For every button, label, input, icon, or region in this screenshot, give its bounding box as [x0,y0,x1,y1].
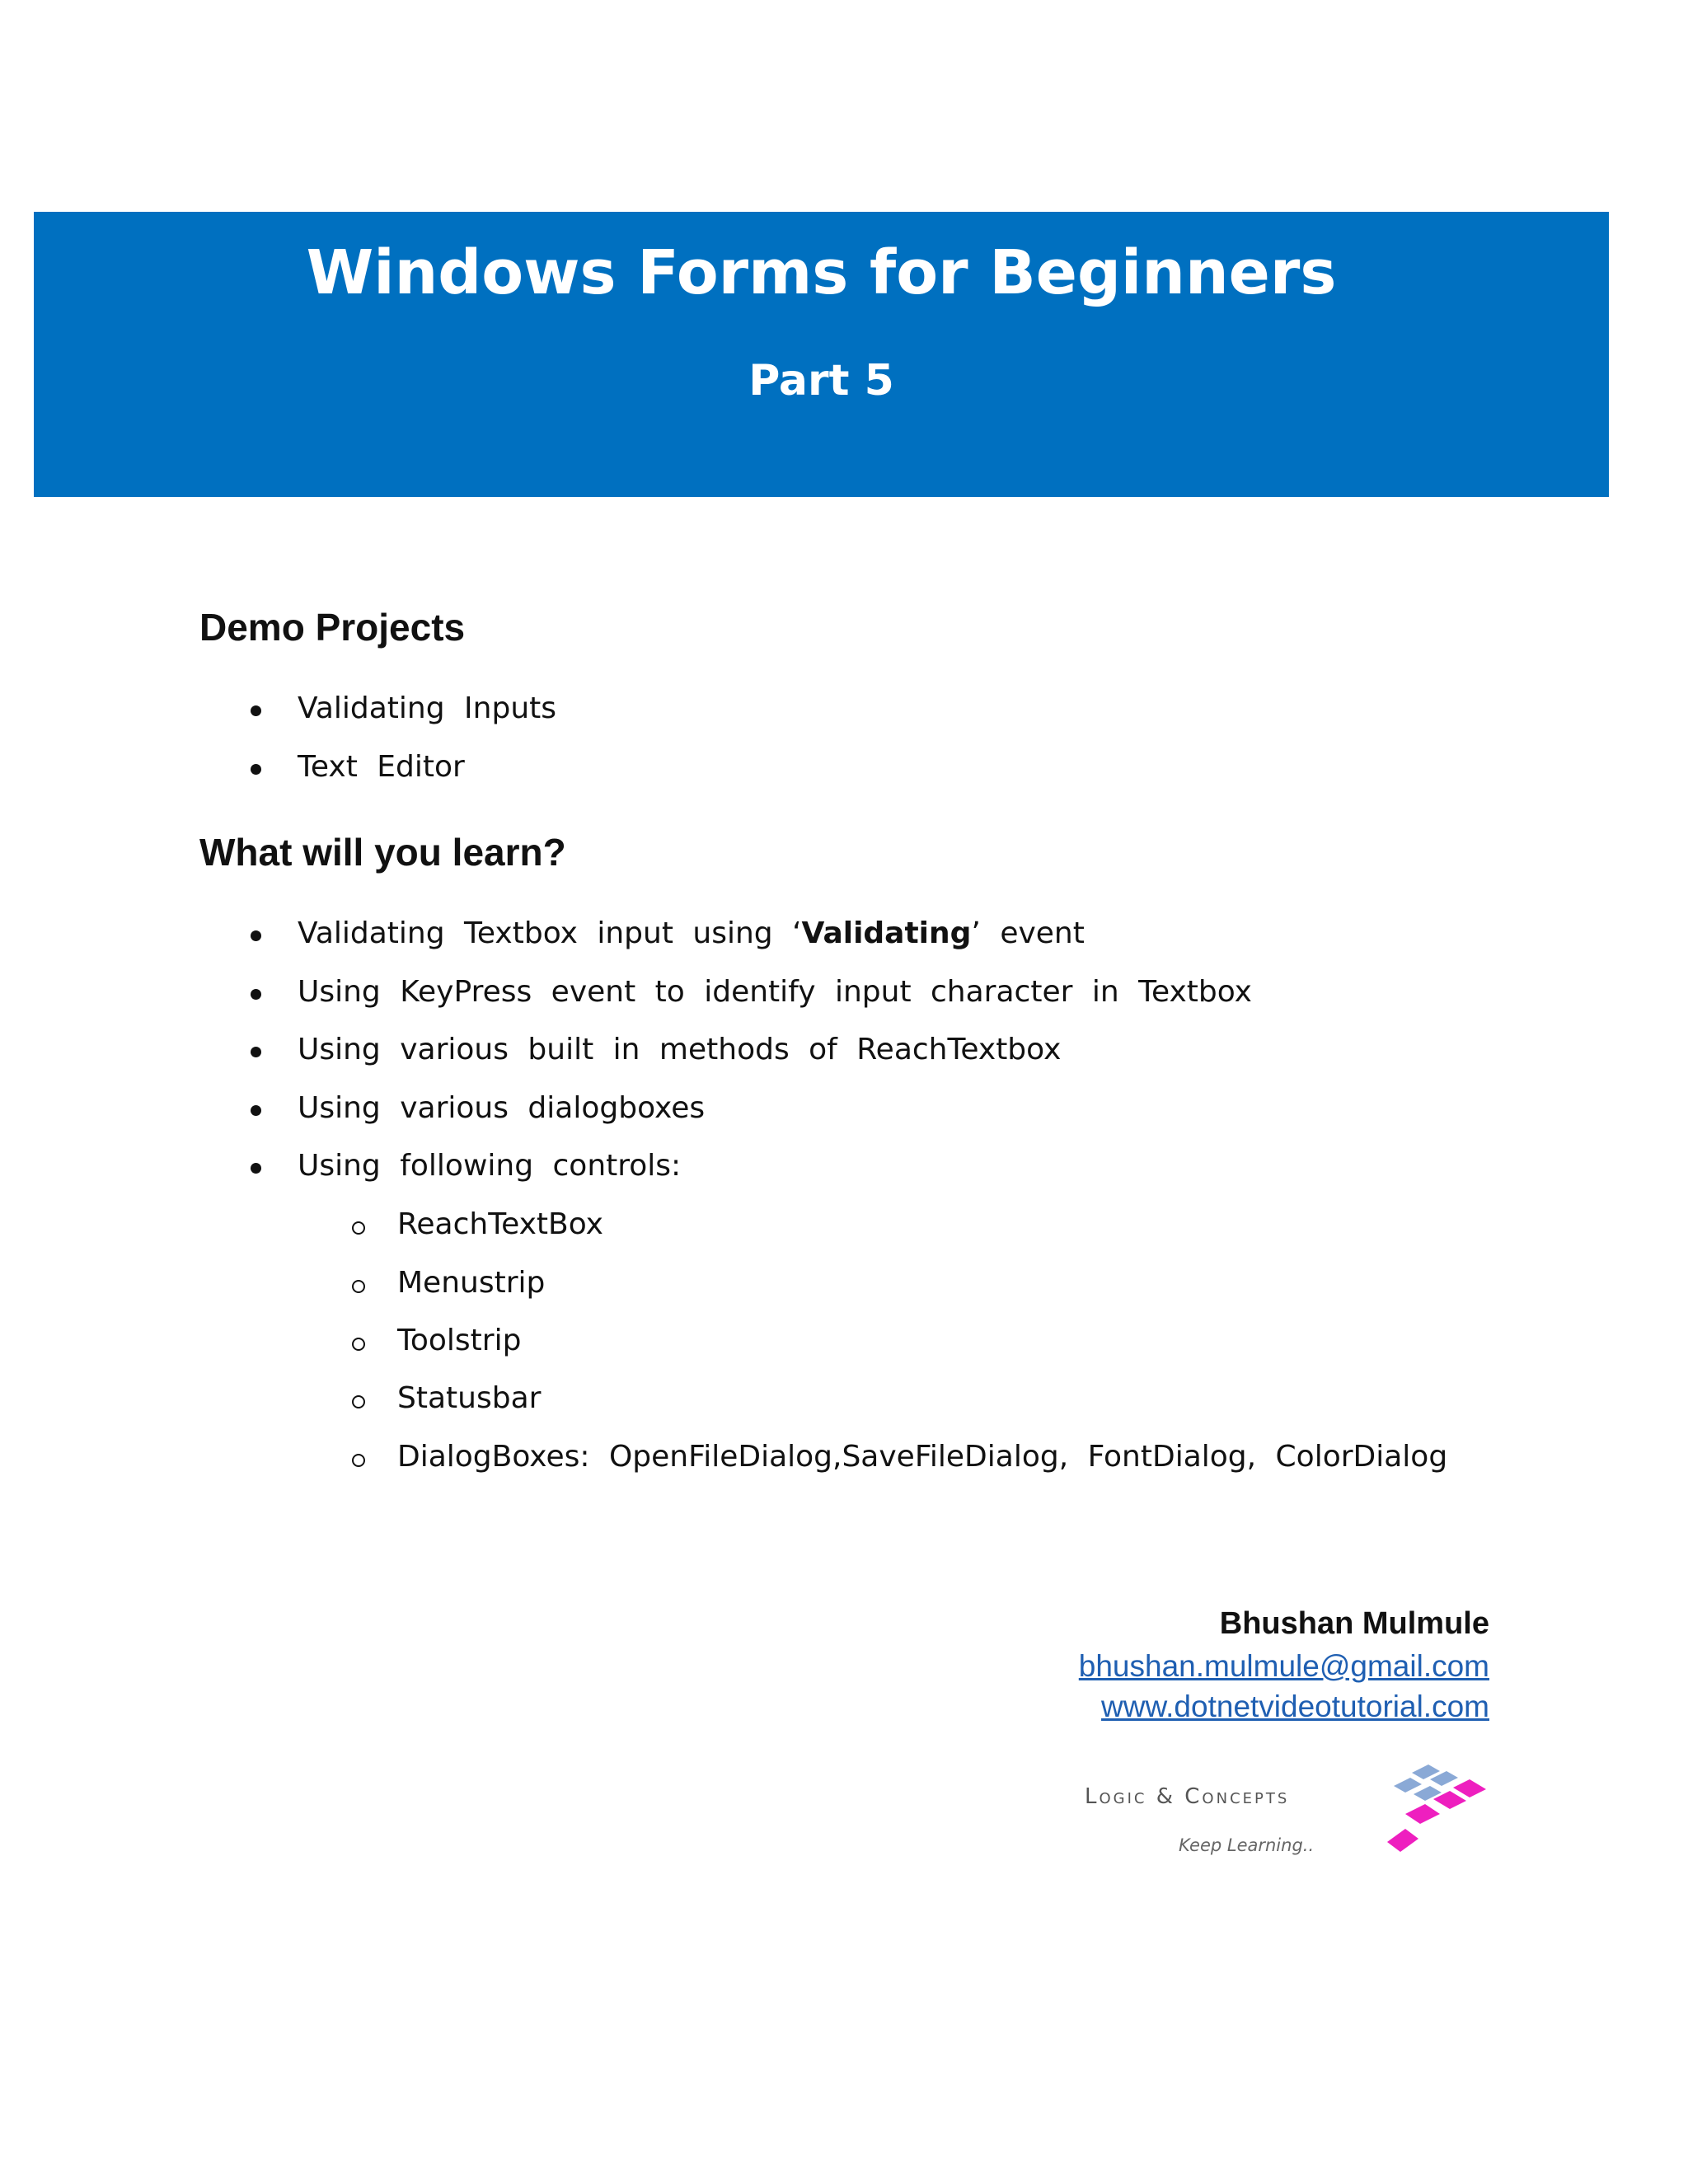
bullet-icon [251,764,261,775]
title-banner [34,212,1609,497]
sub-list-item-text: Toolstrip [397,1324,522,1357]
list-item-text: Using KeyPress event to identify input character in Textbox [298,975,1252,1009]
sub-list-item-text: DialogBoxes: OpenFileDialog,SaveFileDialog, FontDialog, ColorDialog [397,1440,1448,1474]
hollow-bullet-icon [352,1280,365,1293]
bullet-icon [251,1047,261,1057]
document-subtitle: Part 5 [748,356,894,405]
close-quote: ’ [971,916,981,950]
bullet-icon [251,1163,261,1174]
hollow-bullet-icon [352,1395,365,1408]
bullet-icon [251,989,261,1000]
demo-projects-heading: Demo Projects [199,606,466,649]
author-website-link[interactable]: www.dotnetvideotutorial.com [1101,1690,1489,1723]
sub-list-item-text: Statusbar [397,1381,542,1415]
bullet-icon [251,705,261,716]
logo [1080,1760,1492,1867]
sub-list-item-text: ReachTextBox [397,1207,603,1241]
list-item-text: Using following controls: [298,1149,682,1183]
document-title: Windows Forms for Beginners [306,237,1337,308]
hollow-bullet-icon [352,1338,365,1351]
text-suffix: event [980,916,1085,950]
learn-heading: What will you learn? [199,831,566,874]
list-item-text: Text Editor [298,750,465,784]
sub-list-item-text: Menustrip [397,1266,546,1300]
bold-term: Validating [801,916,972,950]
bullet-icon [251,930,261,941]
list-item-text [298,916,1085,951]
author-name: Bhushan Mulmule [1219,1606,1489,1641]
hollow-bullet-icon [352,1221,365,1235]
logo-title: Logic & Concepts [1085,1784,1290,1809]
list-item-text: Using various built in methods of ReachTextbox [298,1033,1062,1066]
logo-tagline: Keep Learning.. [1179,1835,1315,1855]
list-item-text: Using various dialogboxes [298,1091,706,1125]
logo-mark-icon [1381,1763,1492,1862]
text-prefix: Validating Textbox input using [298,916,793,950]
open-quote: ‘ [792,916,802,950]
bullet-icon [251,1105,261,1116]
hollow-bullet-icon [352,1454,365,1467]
list-item-text: Validating Inputs [298,691,557,725]
author-email-link[interactable]: bhushan.mulmule@gmail.com [1078,1649,1489,1683]
